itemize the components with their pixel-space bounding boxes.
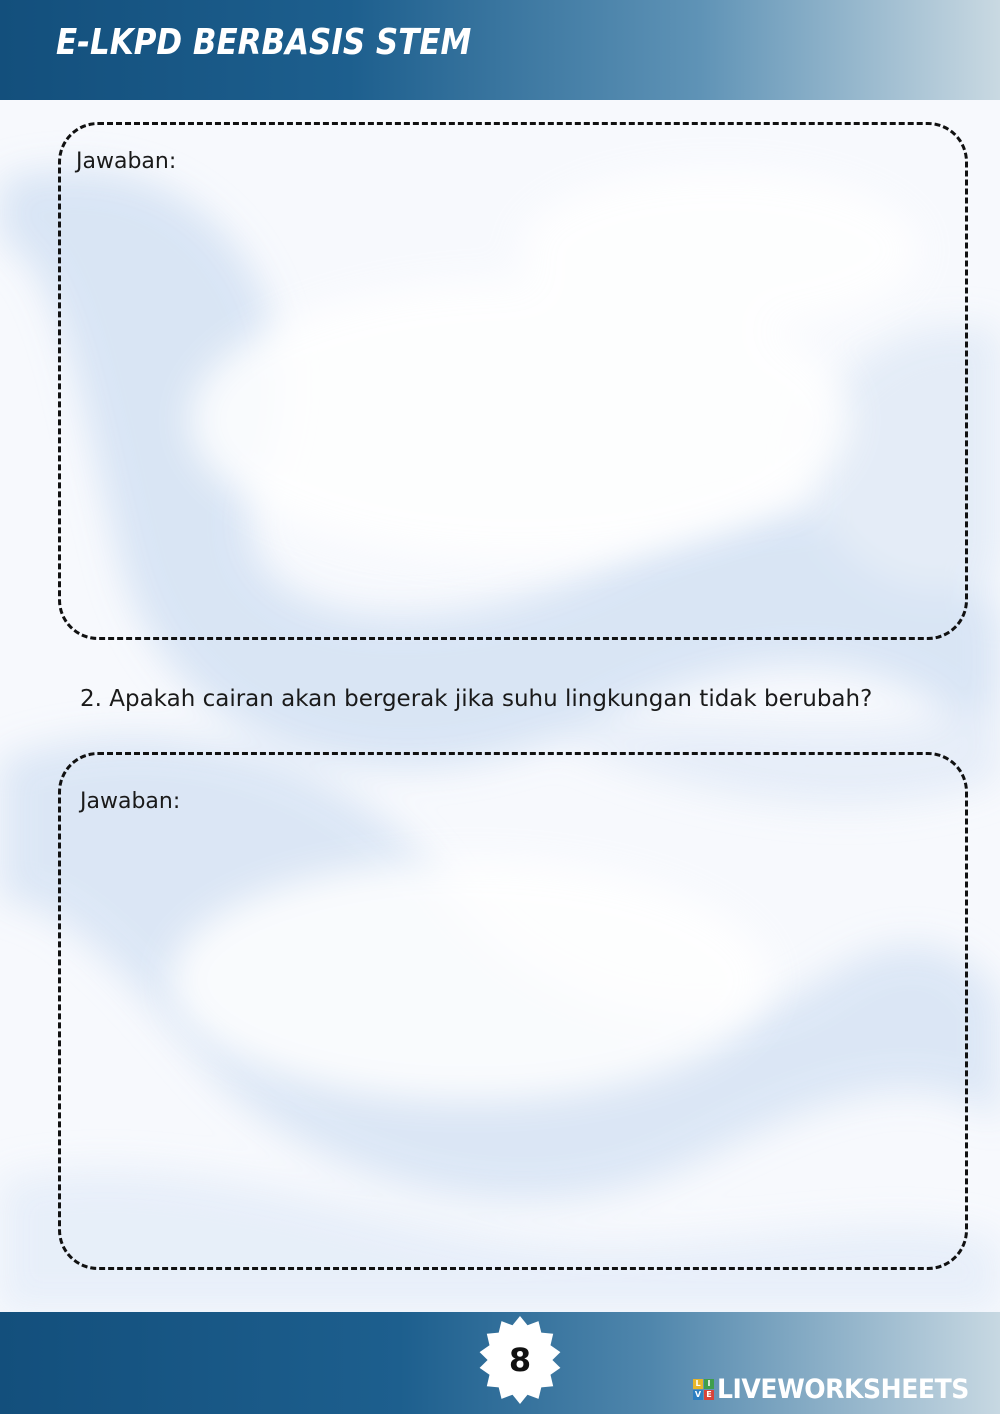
liveworksheets-brand-text: LIVEWORKSHEETS <box>717 1373 969 1405</box>
logo-letter-v: V <box>694 1389 702 1399</box>
page-number: 8 <box>508 1341 532 1379</box>
answer-box-1[interactable] <box>58 122 968 640</box>
logo-letter-e: E <box>704 1390 714 1400</box>
logo-letter-l: L <box>693 1379 703 1389</box>
answer-label: Jawaban: <box>80 789 181 814</box>
answer-box-2[interactable] <box>58 752 968 1270</box>
document-title: E-LKPD BERBASIS STEM <box>56 22 472 63</box>
liveworksheets-logo <box>693 1374 988 1404</box>
logo-letter-i: I <box>704 1379 714 1389</box>
answer-label: Jawaban: <box>76 149 177 174</box>
header-bar <box>0 0 1000 100</box>
question-2: 2. Apakah cairan akan bergerak jika suhu lingkungan tidak berubah? <box>80 686 873 712</box>
liveworksheets-grid-icon <box>693 1379 714 1400</box>
